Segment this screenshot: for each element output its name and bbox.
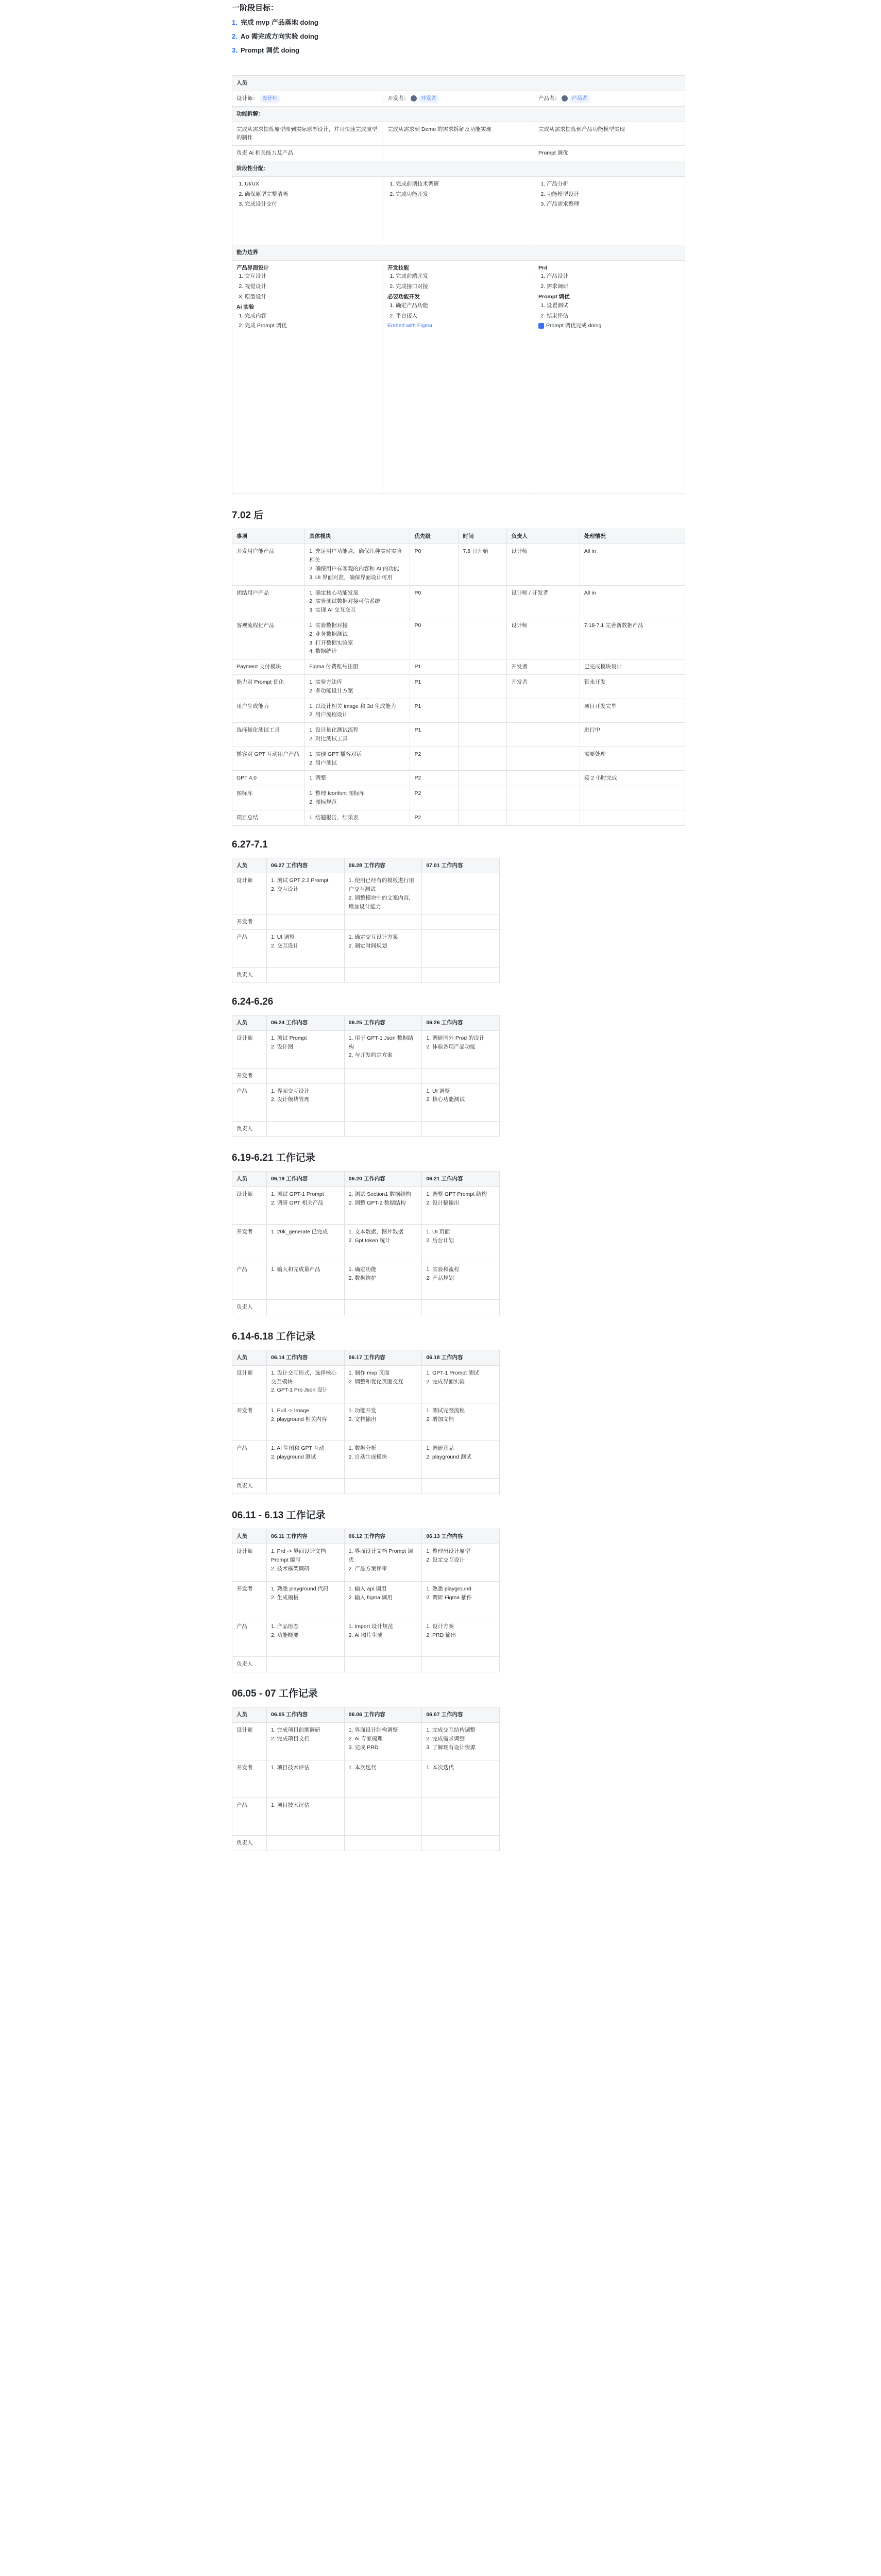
cell[interactable]: 7.8 日开始: [459, 544, 507, 585]
cell[interactable]: 1. 项目技术评估: [267, 1798, 345, 1836]
cell[interactable]: 播客对 GPT 互动用户产品: [232, 747, 305, 771]
table-row: [232, 1478, 500, 1494]
cell[interactable]: [267, 1300, 345, 1315]
cell[interactable]: [267, 1657, 345, 1672]
cell[interactable]: 1. 功能开发 2. 文档输出: [344, 1403, 422, 1440]
cell[interactable]: 1. 完成前期技术调研 2. 完成功能开发: [383, 176, 534, 245]
cell[interactable]: 1. 完成项目前期调研 2. 完成项目文档: [267, 1723, 345, 1760]
col-header: 人员: [232, 858, 267, 873]
cell[interactable]: 团结用户产品: [232, 585, 305, 618]
cell[interactable]: 1. 熟悉 playground 2. 调研 Figma 插件: [422, 1582, 500, 1619]
document: [232, 0, 685, 1851]
table-row: [232, 771, 685, 786]
cell[interactable]: P0: [410, 618, 459, 659]
person-cell[interactable]: 产品: [232, 1262, 267, 1300]
table-row: [232, 1300, 500, 1315]
plan-header: 人员: [232, 76, 685, 91]
section-title: 06.11 - 6.13 工作记录: [232, 1510, 326, 1521]
table-row: [232, 930, 500, 968]
cell[interactable]: [422, 968, 500, 983]
cell[interactable]: Prd 1. 产品设计 2. 需求调研 Prompt 调优 1. 设置测试 2. 结果评估 Prompt 调优完成 doing: [534, 260, 685, 494]
cell[interactable]: [344, 968, 422, 983]
cell[interactable]: 完成从需求提炼到产品功能模型实现: [534, 122, 685, 146]
person-cell[interactable]: 产品: [232, 1798, 267, 1836]
cell[interactable]: [267, 1836, 345, 1851]
cell[interactable]: 用户生成能力: [232, 699, 305, 723]
col-header: 06.11 工作内容: [267, 1529, 345, 1544]
cell[interactable]: [459, 810, 507, 825]
cell[interactable]: 负责 Ai 相关能力及产品: [232, 146, 383, 161]
table-row: [232, 1657, 500, 1672]
person-cell[interactable]: 设计师: [232, 1544, 267, 1582]
table-row: [232, 544, 685, 585]
section-title: 7.02 后: [232, 510, 264, 521]
cell[interactable]: 暂未开发: [580, 674, 685, 699]
cell[interactable]: GPT 4.0: [232, 771, 305, 786]
week-table: [232, 1015, 500, 1137]
table-row: [232, 914, 500, 930]
cell[interactable]: [422, 914, 500, 930]
col-header: 06.18 工作内容: [422, 1350, 500, 1366]
cell[interactable]: 1. GPT-1 Prompt 测试 2. 完成界面实验: [422, 1365, 500, 1403]
person-cell[interactable]: 负责人: [232, 1836, 267, 1851]
cell[interactable]: 1. 设计交互形式，选择核心交互模块 2. GPT-1 Pro Json 设计: [267, 1365, 345, 1403]
cell[interactable]: 1. 用于 GPT-1 Json 数据结构 2. 与开发约定方案: [344, 1030, 422, 1068]
cell[interactable]: [507, 723, 580, 747]
person-cell[interactable]: 产品: [232, 1083, 267, 1121]
col-header: 06.07 工作内容: [422, 1707, 500, 1723]
person-cell[interactable]: 产品: [232, 930, 267, 968]
table-row: [232, 1403, 500, 1440]
col-header: 06.20 工作内容: [344, 1172, 422, 1187]
cell[interactable]: Payment 支付模块: [232, 659, 305, 675]
col-header: 人员: [232, 1350, 267, 1366]
cell[interactable]: 1. 测试 GPT-1 Prompt 2. 调研 GPT 相关产品: [267, 1187, 345, 1225]
cell[interactable]: 1. 调研竞品 2. playground 测试: [422, 1440, 500, 1478]
cell[interactable]: [580, 810, 685, 825]
cell[interactable]: 完成从需求到 Demo 的需求拆解及功能实现: [383, 122, 534, 146]
col-header: 06.28 工作内容: [344, 858, 422, 873]
cell[interactable]: 1. 测试 GPT 2.2 Prompt 2. 交互设计: [267, 873, 345, 914]
cell[interactable]: P2: [410, 771, 459, 786]
cell[interactable]: [422, 930, 500, 968]
person-cell[interactable]: 产品: [232, 1440, 267, 1478]
cell[interactable]: 1. 调整 GPT Prompt 结构 2. 设计稿输出: [422, 1187, 500, 1225]
col-header: 06.27 工作内容: [267, 858, 345, 873]
table-row: [232, 1262, 500, 1300]
week-table: [232, 1350, 500, 1494]
cell[interactable]: 开发技能 1. 完成前端开发 2. 完成接口对接 必要功能开发 1. 确定产品功能 2. 平台接入 Embed with Figma: [383, 260, 534, 494]
cell[interactable]: [267, 1121, 345, 1137]
cell[interactable]: [507, 747, 580, 771]
cell[interactable]: 1. 以设计相关 image 和 3d 生成能力 2. 用户流程设计: [305, 699, 410, 723]
cell[interactable]: P2: [410, 747, 459, 771]
cell[interactable]: [267, 968, 345, 983]
cell[interactable]: Prompt 调优: [534, 146, 685, 161]
table-row: [232, 659, 685, 675]
cell[interactable]: 7.18-7.1 完善新数据产品: [580, 618, 685, 659]
col-header: 人员: [232, 1015, 267, 1031]
cell[interactable]: [422, 1836, 500, 1851]
cell[interactable]: 1. AI 生图和 GPT 互动 2. playground 测试: [267, 1440, 345, 1478]
col-header: 06.26 工作内容: [422, 1015, 500, 1031]
cell[interactable]: 1. 产品形态 2. 功能概要: [267, 1619, 345, 1657]
person-cell[interactable]: 开发者: [232, 1403, 267, 1440]
cell[interactable]: 设计师 / 开发者: [507, 585, 580, 618]
cell[interactable]: [344, 1300, 422, 1315]
col-header: 优先级: [410, 529, 459, 544]
cell[interactable]: [580, 786, 685, 810]
cell[interactable]: 1. 调整: [305, 771, 410, 786]
table-row: [232, 1798, 500, 1836]
col-header: 具体模块: [305, 529, 410, 544]
cell[interactable]: 能力对 Prompt 优化: [232, 674, 305, 699]
cell[interactable]: 1. UI/UX 2. 确保原型完整清晰 3. 完成设计交付: [232, 176, 383, 245]
cell[interactable]: 项目开发完毕: [580, 699, 685, 723]
goal-item: 3. Prompt 调优 doing: [232, 46, 299, 54]
cell[interactable]: 1. 确定功能 2. 数据维护: [344, 1262, 422, 1300]
table-row: [232, 1760, 500, 1798]
cell[interactable]: 项目总结: [232, 810, 305, 825]
cell[interactable]: [422, 1068, 500, 1083]
person-cell[interactable]: 负责人: [232, 1657, 267, 1672]
table-row: [232, 968, 500, 983]
cell[interactable]: 1. 本次迭代: [422, 1760, 500, 1798]
cell[interactable]: 1. 界面设计结构调整 2. Ai 专家梳理 3. 完成 PRD: [344, 1723, 422, 1760]
cell[interactable]: [507, 771, 580, 786]
table-row: [232, 1068, 500, 1083]
cell[interactable]: [459, 699, 507, 723]
cell[interactable]: 1. 产品分析 2. 功能模型设计 3. 产品需求整理: [534, 176, 685, 245]
cell[interactable]: 图标库: [232, 786, 305, 810]
cell[interactable]: 1. 测试 Prompt 2. 设计图: [267, 1030, 345, 1068]
person-cell[interactable]: 设计师: [232, 1030, 267, 1068]
col-header: 07.01 工作内容: [422, 858, 500, 873]
cell[interactable]: [344, 1083, 422, 1121]
table-row: [232, 1083, 500, 1121]
table-row: [232, 618, 685, 659]
week-table: [232, 858, 500, 984]
cell[interactable]: [344, 1121, 422, 1137]
table-row: [232, 1723, 500, 1760]
cell[interactable]: 1. 设计量化测试流程 2. 对比测试工具: [305, 723, 410, 747]
table-row: [232, 1121, 500, 1137]
cell[interactable]: [344, 1798, 422, 1836]
person-cell[interactable]: 设计师: [232, 873, 267, 914]
cell: 功能拆解：: [232, 106, 685, 122]
cell[interactable]: 1. 文本数据，图片数据 2. Gpt token 统计: [344, 1225, 422, 1262]
cell[interactable]: [507, 699, 580, 723]
goal-title: 一阶段目标：: [232, 4, 279, 12]
cell[interactable]: [459, 585, 507, 618]
table-row: [232, 1619, 500, 1657]
cell[interactable]: P1: [410, 723, 459, 747]
cell[interactable]: P1: [410, 659, 459, 675]
table-row: [232, 1544, 500, 1582]
cell[interactable]: [267, 1068, 345, 1083]
cell[interactable]: 1. 使用已经有的模板进行用户交互测试 2. 调整模块中的文案内容，增加设计能力: [344, 873, 422, 914]
table-row: [232, 1440, 500, 1478]
table-row: [232, 873, 500, 914]
cell[interactable]: 1. 实验和流程 2. 产品规划: [422, 1262, 500, 1300]
cell[interactable]: 1. UI 页面 2. 后台计划: [422, 1225, 500, 1262]
table-row: [232, 1225, 500, 1262]
section-title: 6.27-7.1: [232, 839, 268, 850]
col-header: 事项: [232, 529, 305, 544]
cell[interactable]: P2: [410, 786, 459, 810]
table-row: [232, 1836, 500, 1851]
cell[interactable]: [507, 810, 580, 825]
cell[interactable]: [459, 747, 507, 771]
goal-item: 2. Ao 需完成方向实验 doing: [232, 32, 318, 40]
cell[interactable]: 1. 结题报告，结果表: [305, 810, 410, 825]
cell[interactable]: [344, 1657, 422, 1672]
table-row: [232, 1030, 500, 1068]
cell[interactable]: P1: [410, 699, 459, 723]
cell[interactable]: 需要处理: [580, 747, 685, 771]
cell[interactable]: [383, 146, 534, 161]
cell[interactable]: 1. 充足用户功能点，确保几种实时实验相关 2. 确保用户有客观的内容和 AI 的功能 3. UI 界面对准，确保界面设计可用: [305, 544, 410, 585]
col-header: 06.05 工作内容: [267, 1707, 345, 1723]
cell[interactable]: [344, 1068, 422, 1083]
cell[interactable]: [422, 1798, 500, 1836]
person-cell[interactable]: 产品: [232, 1619, 267, 1657]
table-row: [232, 674, 685, 699]
cell[interactable]: [459, 674, 507, 699]
cell[interactable]: [459, 771, 507, 786]
cell[interactable]: 设计师: [507, 544, 580, 585]
col-header: 人员: [232, 1707, 267, 1723]
cell[interactable]: [422, 1121, 500, 1137]
week-table: [232, 1529, 500, 1673]
cell[interactable]: [267, 1478, 345, 1494]
col-header: 处理情况: [580, 529, 685, 544]
col-header: 06.19 工作内容: [267, 1172, 345, 1187]
cell[interactable]: 设计师： 设计师: [232, 91, 383, 106]
section-title: 6.19-6.21 工作记录: [232, 1153, 315, 1164]
person-cell[interactable]: 负责人: [232, 1121, 267, 1137]
cell[interactable]: 1. 熟悉 playground 代码 2. 生成模板: [267, 1582, 345, 1619]
col-header: 06.17 工作内容: [344, 1350, 422, 1366]
cell[interactable]: 1. 制作 mvp 页面 2. 调整和优化页面交互: [344, 1365, 422, 1403]
table-row: [232, 585, 685, 618]
col-header: 人员: [232, 1172, 267, 1187]
cell[interactable]: 1. 实验数据对接 2. 业务数据测试 3. 打开数据实验室 4. 数据统计: [305, 618, 410, 659]
cell[interactable]: P2: [410, 810, 459, 825]
cell[interactable]: 1. Prd -> 界面设计文档 Prompt 编写 2. 技术框架调研: [267, 1544, 345, 1582]
cell[interactable]: 1. 20k_generate 已完成: [267, 1225, 345, 1262]
col-header: 06.12 工作内容: [344, 1529, 422, 1544]
cell[interactable]: 选择量化测试工具: [232, 723, 305, 747]
table-row: [232, 1365, 500, 1403]
cell[interactable]: 1. 完成交互结构调整 2. 完成需求调整 3. 了解现有设计资源: [422, 1723, 500, 1760]
table-row: [232, 699, 685, 723]
cell[interactable]: 1. 数据分析 2. 自动生成模块: [344, 1440, 422, 1478]
week-table: [232, 1707, 500, 1851]
cell[interactable]: 1. 输入 api 调用 2. 输入 figma 调用: [344, 1582, 422, 1619]
col-header: 06.06 工作内容: [344, 1707, 422, 1723]
week-table: [232, 1171, 500, 1315]
cell[interactable]: Figma 付费账号注册: [305, 659, 410, 675]
cell[interactable]: [459, 723, 507, 747]
cell[interactable]: 1. 本次迭代: [344, 1760, 422, 1798]
cell[interactable]: 1. 实现 GPT 播客对话 2. 用户测试: [305, 747, 410, 771]
goal-block: [232, 2, 685, 55]
cell[interactable]: 1. UI 调整 2. 核心功能测试: [422, 1083, 500, 1121]
cell[interactable]: 1. 确定交互设计方案 2. 制定时间规划: [344, 930, 422, 968]
person-cell[interactable]: 负责人: [232, 1478, 267, 1494]
col-header: 时间: [459, 529, 507, 544]
cell[interactable]: 产品界面设计 1. 交互设计 2. 视觉设计 3. 原型设计 Ai 实验 1. 完成内容 2. 完成 Prompt 调优: [232, 260, 383, 494]
cell[interactable]: 1. 实验方法库 2. 多功能设计方案: [305, 674, 410, 699]
col-header: 06.21 工作内容: [422, 1172, 500, 1187]
cell[interactable]: [344, 1478, 422, 1494]
cell[interactable]: [422, 1657, 500, 1672]
cell[interactable]: 1. 整理 Iconfont 图标库 2. 图标规范: [305, 786, 410, 810]
cell[interactable]: 开发者: [507, 674, 580, 699]
table-row: [232, 723, 685, 747]
col-header: 人员: [232, 1529, 267, 1544]
cell: 阶段性分配：: [232, 161, 685, 176]
section-title: 06.05 - 07 工作记录: [232, 1688, 318, 1700]
cell[interactable]: 1. 整理出设计原型 2. 设定交互设计: [422, 1544, 500, 1582]
person-cell[interactable]: 设计师: [232, 1365, 267, 1403]
goal-item: 1. 完成 mvp 产品落地 doing: [232, 19, 318, 26]
person-cell[interactable]: 开发者: [232, 914, 267, 930]
table-row: [232, 747, 685, 771]
cell[interactable]: P0: [410, 585, 459, 618]
cell: 能力边界: [232, 245, 685, 260]
table-row: [232, 786, 685, 810]
cell[interactable]: 1. 调研国外 Prod 的设计 2. 体验各项产品功能: [422, 1030, 500, 1068]
cell[interactable]: [422, 873, 500, 914]
cell[interactable]: 客观流程化产品: [232, 618, 305, 659]
cell[interactable]: 已完成模块设计: [580, 659, 685, 675]
table-row: [232, 1187, 500, 1225]
cell[interactable]: [422, 1478, 500, 1494]
cell[interactable]: [344, 1836, 422, 1851]
cell[interactable]: 开发用户能产品: [232, 544, 305, 585]
cell[interactable]: 1. 确定核心功能发展 2. 实验测试数据对接可信系统 3. 实现 AI 交互交互: [305, 585, 410, 618]
person-cell[interactable]: 开发者: [232, 1582, 267, 1619]
cell[interactable]: [459, 659, 507, 675]
person-cell[interactable]: 开发者: [232, 1760, 267, 1798]
cell[interactable]: 1. 界面设计文档 Prompt 调优 2. 产品方案评审: [344, 1544, 422, 1582]
cell[interactable]: [459, 786, 507, 810]
cell[interactable]: 1. 设计方案 2. PRD 输出: [422, 1619, 500, 1657]
section-title: 6.14-6.18 工作记录: [232, 1331, 315, 1343]
col-header: 06.14 工作内容: [267, 1350, 345, 1366]
table-row: [232, 1582, 500, 1619]
cell[interactable]: 1. 项目技术评估: [267, 1760, 345, 1798]
cell[interactable]: [267, 914, 345, 930]
cell[interactable]: 1. 输入和完成量产品: [267, 1262, 345, 1300]
person-cell[interactable]: 开发者: [232, 1068, 267, 1083]
cell[interactable]: [507, 786, 580, 810]
cell[interactable]: 开发者： 开发者: [383, 91, 534, 106]
table-702: [232, 529, 685, 826]
cell[interactable]: [422, 1300, 500, 1315]
cell[interactable]: 进行中: [580, 723, 685, 747]
cell[interactable]: P1: [410, 674, 459, 699]
person-cell[interactable]: 设计师: [232, 1187, 267, 1225]
col-header: 负责人: [507, 529, 580, 544]
cell[interactable]: All in: [580, 585, 685, 618]
person-cell[interactable]: 开发者: [232, 1225, 267, 1262]
cell[interactable]: 1. 测试完整流程 2. 增加文档: [422, 1403, 500, 1440]
cell[interactable]: 完成从需求提炼原型图到实际原型设计，并且快速完成原型的制作: [232, 122, 383, 146]
cell[interactable]: 开发者: [507, 659, 580, 675]
person-cell[interactable]: 负责人: [232, 968, 267, 983]
plan-table: [232, 75, 685, 494]
cell[interactable]: [344, 914, 422, 930]
col-header: 06.25 工作内容: [344, 1015, 422, 1031]
cell[interactable]: 1. Pull -> Image 2. playground 相关内容: [267, 1403, 345, 1440]
cell[interactable]: P0: [410, 544, 459, 585]
col-header: 06.24 工作内容: [267, 1015, 345, 1031]
person-cell[interactable]: 负责人: [232, 1300, 267, 1315]
cell[interactable]: 接 2 小时完成: [580, 771, 685, 786]
cell[interactable]: [459, 618, 507, 659]
col-header: 06.13 工作内容: [422, 1529, 500, 1544]
person-cell[interactable]: 设计师: [232, 1723, 267, 1760]
cell[interactable]: 1. UI 调整 2. 交互设计: [267, 930, 345, 968]
section-title: 6.24-6.26: [232, 996, 274, 1008]
cell[interactable]: 1. 测试 Section1 数据结构 2. 调整 GPT-2 数据结构: [344, 1187, 422, 1225]
cell[interactable]: All in: [580, 544, 685, 585]
table-row: [232, 810, 685, 825]
cell[interactable]: 设计师: [507, 618, 580, 659]
cell[interactable]: 1. Import 设计规范 2. Ai 图片生成: [344, 1619, 422, 1657]
cell[interactable]: 1. 界面交互设计 2. 设计模块管理: [267, 1083, 345, 1121]
cell[interactable]: 产品者： 产品者: [534, 91, 685, 106]
